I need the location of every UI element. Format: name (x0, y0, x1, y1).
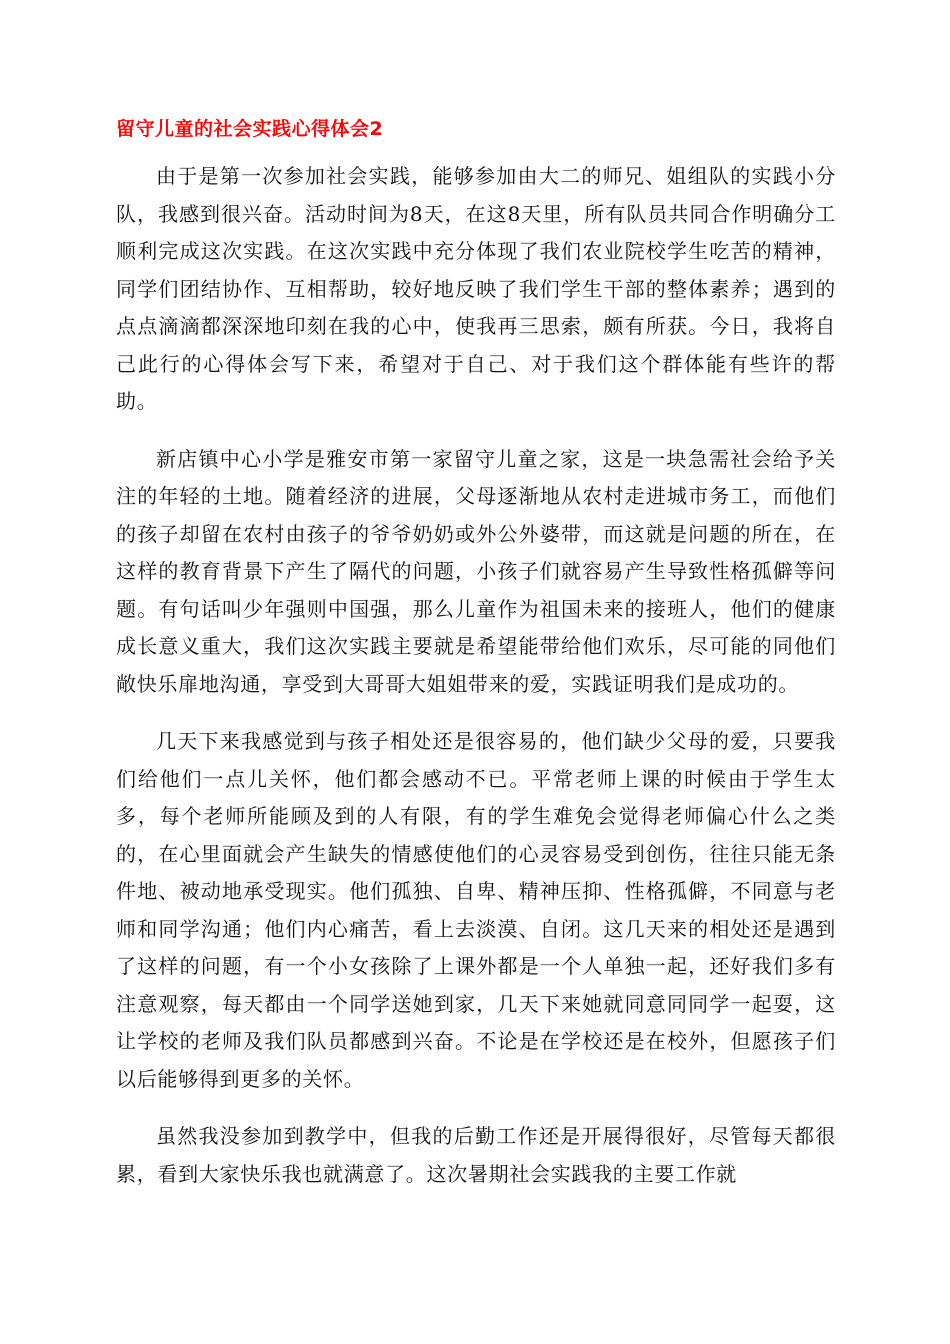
paragraph-3: 几天下来我感觉到与孩子相处还是很容易的，他们缺少父母的爱，只要我们给他们一点儿关怀，他们都会感动不已。平常老师上课的时候由于学生太多，每个老师所能顾及到的人有限，有的学生难免会觉得老师偏心什么之类的，在心里面就会产生缺失的情感使他们的心灵容易受到创伤，往往只能无条件地、被动地承受现实。他们孤独、自卑、精神压抑、性格孤僻，不同意与老师和同学沟通；他们内心痛苦，看上去淡漠、自闭。这几天来的相处还是遇到了这样的问题，有一个小女孩除了上课外都是一个人单独一起，还好我们多有注意观察，每天都由一个同学送她到家，几天下来她就同意同同学一起耍，这让学校的老师及我们队员都感到兴奋。不论是在学校还是在校外，但愿孩子们以后能够得到更多的关怀。 (116, 729, 836, 1091)
document-body (116, 114, 836, 1213)
paragraph-1: 由于是第一次参加社会实践，能够参加由大二的师兄、姐组队的实践小分队，我感到很兴奋。活动时间为8天，在这8天里，所有队员共同合作明确分工顺利完成这次实践。在这次实践中充分体现了我们农业院校学生吃苦的精神，同学们团结协作、互相帮助，较好地反映了我们学生干部的整体素养；遇到的点点滴滴都深深地印刻在我的心中，使我再三思索，颇有所获。今日，我将自己此行的心得体会写下来，希望对于自己、对于我们这个群体能有些许的帮助。 (116, 164, 836, 413)
document-title: 留守儿童的社会实践心得体会2 (116, 118, 384, 140)
paragraph-2: 新店镇中心小学是雅安市第一家留守儿童之家，这是一块急需社会给予关注的年轻的土地。随着经济的进展，父母逐渐地从农村走进城市务工，而他们的孩子却留在农村由孩子的爷爷奶奶或外公外婆带，而这就是问题的所在，在这样的教育背景下产生了隔代的问题，小孩子们就容易产生导致性格孤僻等问题。有句话叫少年强则中国强，那么儿童作为祖国未来的接班人，他们的健康成长意义重大，我们这次实践主要就是希望能带给他们欢乐，尽可能的同他们敞快乐扉地沟通，享受到大哥哥大姐姐带来的爱，实践证明我们是成功的。 (116, 446, 836, 696)
paragraph-4: 虽然我没参加到教学中，但我的后勤工作还是开展得很好，尽管每天都很累，看到大家快乐我也就满意了。这次暑期社会实践我的主要工作就 (116, 1124, 836, 1186)
